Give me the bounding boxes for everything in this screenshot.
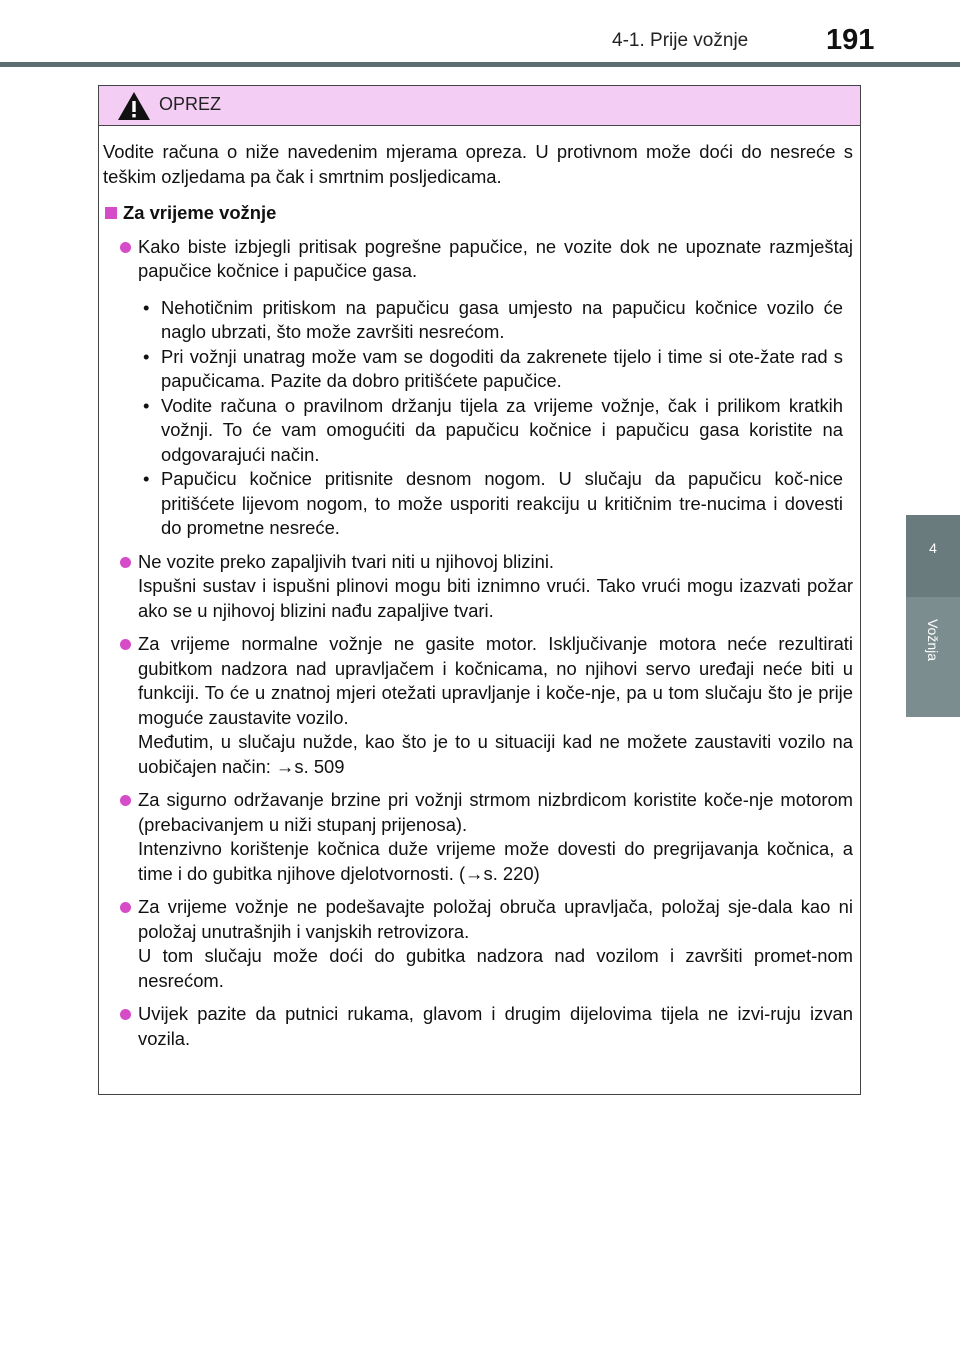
sub-list bbox=[103, 296, 843, 541]
list-item bbox=[103, 235, 853, 284]
sub-list-item-text: Nehotičnim pritiskom na papučicu gasa umjesto na papučicu kočnice vozilo će naglo ubrzati, što može završiti nesrećom. bbox=[161, 296, 843, 342]
section-header: 4-1. Prije vožnje bbox=[612, 30, 749, 51]
list-item bbox=[103, 788, 853, 886]
sub-list-item-text: Vodite računa o pravilnom držanju tijela za vrijeme vožnje, čak i prilikom kratkih vožnji. To će vam omogućiti da papučicu kočnice i papučicu gasa koristite na odgovarajući način. bbox=[161, 394, 843, 465]
round-bullet-icon bbox=[120, 902, 131, 913]
page-number: 191 bbox=[826, 24, 875, 56]
list-item-text: Ispušni sustav i ispušni plinovi mogu biti iznimno vrući. Tako vrući mogu izazvati požar ako se u njihovoj blizini nađu zapaljive tvari. bbox=[138, 575, 853, 621]
caution-intro: Vodite računa o niže navedenim mjerama opreza. U protivnom može doći do nesreće s teškim ozljedama pa čak i smrtnim posljedicama. bbox=[103, 141, 853, 187]
sub-list-item-text: Papučicu kočnice pritisnite desnom nogom. U slučaju da papučicu koč-nice pritišćete lijevom nogom, to može usporiti reakciju u kritičnim tre-nucima i dovesti do prometne nesreće. bbox=[161, 468, 843, 538]
sub-list-item: • Nehotičnim pritiskom na papučicu gasa umjesto na papučicu kočnice vozilo će naglo ubrzati, što može završiti nesrećom. bbox=[143, 296, 843, 342]
sub-list-item: • Papučicu kočnice pritisnite desnom nogom. U slučaju da papučicu koč-nice pritišćete lijevom nogom, to može usporiti reakciju u kritičnim tre-nucima i dovesti do prometne nesreće. bbox=[143, 468, 843, 538]
caution-content bbox=[103, 140, 853, 1051]
list-item-text: Intenzivno korištenje kočnica duže vrijeme može dovesti do pregrijavanja kočnica, a time i do gubitka njihove djelotvornosti. (→s. 220) bbox=[138, 838, 853, 884]
section-heading bbox=[103, 201, 853, 226]
list-item-text: Za vrijeme vožnje ne podešavajte položaj obruča upravljača, položaj sje-dala kao ni položaj unutrašnjih i vanjskih retrovizora. bbox=[138, 896, 853, 942]
header-rule bbox=[0, 62, 960, 67]
chapter-number: 4 bbox=[929, 540, 937, 556]
list-item-text: Uvijek pazite da putnici rukama, glavom i drugim dijelovima tijela ne izvi-ruju izvan vozila. bbox=[138, 1003, 853, 1049]
sub-list-item: • Pri vožnji unatrag može vam se dogoditi da zakrenete tijelo i time si ote-žate rad s papučicama. Pazite da dobro pritišćete papučice. bbox=[143, 345, 843, 391]
caution-header bbox=[99, 86, 860, 126]
round-bullet-icon bbox=[120, 1009, 131, 1020]
sub-list-item-text: Pri vožnji unatrag može vam se dogoditi da zakrenete tijelo i time si ote-žate rad s papučicama. Pazite da dobro pritišćete papučice. bbox=[161, 345, 843, 391]
list-item-text: U tom slučaju može doći do gubitka nadzora nad vozilom i završiti promet-nom nesrećom. bbox=[138, 945, 853, 991]
sub-list-item: • Vodite računa o pravilnom držanju tijela za vrijeme vožnje, čak i prilikom kratkih vožnji. To će vam omogućiti da papučicu kočnice i papučicu gasa koristite na odgovarajući način. bbox=[143, 394, 843, 465]
list-item-text: Međutim, u slučaju nužde, kao što je to u situaciji kad ne možete zaustaviti vozilo na uobičajen način: →s. 509 bbox=[138, 731, 853, 777]
list-item-text: Za vrijeme normalne vožnje ne gasite motor. Isključivanje motora neće rezultirati gubitkom nadzora nad upravljačem i kočnicama, no njihovi servo uređaji neće biti u funkciji. To će u znatnoj mjeri otežati upravljanje i koče-nje, pa u tom slučaju što je prije moguće zaustavite vozilo. bbox=[138, 633, 853, 728]
list-item bbox=[103, 632, 853, 779]
list-item-text: Ne vozite preko zapaljivih tvari niti u njihovoj blizini. bbox=[138, 550, 555, 572]
list-item bbox=[103, 895, 853, 993]
round-bullet-icon bbox=[120, 795, 131, 806]
warning-triangle-icon bbox=[117, 91, 151, 121]
round-bullet-icon bbox=[120, 242, 131, 253]
chapter-tab bbox=[906, 515, 960, 597]
caution-box bbox=[98, 85, 861, 1095]
round-bullet-icon bbox=[120, 557, 131, 568]
list-item bbox=[103, 550, 853, 624]
list-item-text: Za sigurno održavanje brzine pri vožnji strmom nizbrdicom koristite koče-nje motorom (prebacivanjem u niži stupanj prijenosa). bbox=[138, 789, 853, 835]
chapter-label: Vožnja bbox=[925, 618, 941, 662]
section-title: Za vrijeme vožnje bbox=[123, 202, 277, 223]
round-bullet-icon bbox=[120, 639, 131, 650]
caution-title: OPREZ bbox=[159, 94, 222, 114]
square-bullet-icon bbox=[105, 207, 117, 219]
list-item bbox=[103, 1002, 853, 1051]
list-item-text: Kako biste izbjegli pritisak pogrešne papučice, ne vozite dok ne upoznate razmještaj papučice kočnice i papučice gasa. bbox=[138, 235, 853, 281]
